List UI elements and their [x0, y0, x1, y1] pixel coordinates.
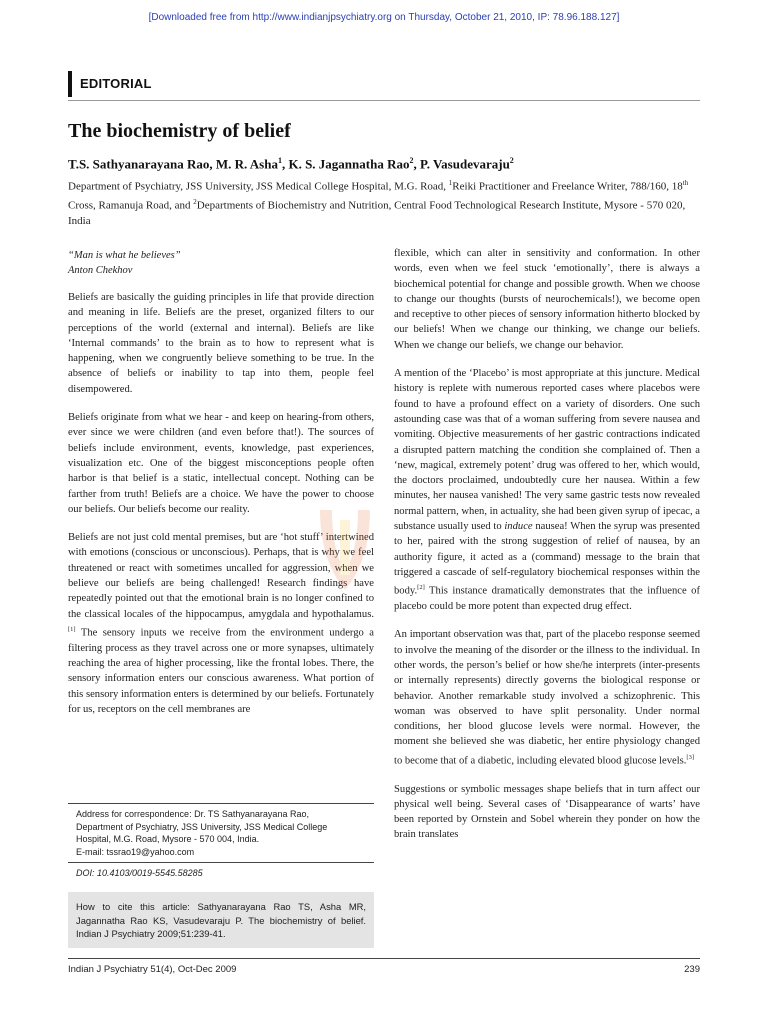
emphasis-text: induce	[504, 521, 533, 533]
footer-journal: Indian J Psychiatry 51(4), Oct-Dec 2009	[68, 964, 237, 975]
doi-divider	[68, 862, 374, 863]
affil-part-1: Department of Psychiatry, JSS University, JSS Medical College Hospital, M.G. Road,	[68, 180, 449, 193]
paragraph-text: Beliefs are not just cold mental premises, but are ‘hot stuff’ intertwined with emotions (conscious or unconscious). Perhaps, that is why we feel threatened or react with sometimes uncalled for aggression, when we believe our beliefs are being challenged! Research findings have repeatedly pointed out that the emotional brain is no longer confined to the classical locales of the hippocampus, amygdala and hypothalamus.	[68, 532, 374, 620]
reference-2-link[interactable]: [2]	[417, 584, 425, 592]
paragraph-text: The sensory inputs we receive from the environment undergo a filtering process as they travel across one or more synapses, ultimately reaching the area of higher processing, like the frontal lobes. There, the sensory information enters our conscious awareness. What portion of this sensory information enters is determined by our beliefs. Fortunately for us, receptors on the cell membranes are	[68, 627, 374, 715]
paragraph	[394, 627, 700, 768]
journal-watermark-logo	[300, 500, 390, 610]
author-3-affil-mark: 2	[509, 156, 514, 165]
correspondence-email[interactable]: E-mail: tssrao19@yahoo.com	[76, 846, 195, 857]
download-note: [Downloaded free from http://www.indianjpsychiatry.org on Thursday, October 21, 2010, IP: 78.96.188.127]	[148, 12, 620, 23]
paragraph-text: nausea! When the syrup was presented to her, paired with the strong suggestion of relief of nausea, by an authority figure, it acted as a (command) message to the brain that triggered a cascade of self-regulatory biochemical responses within the body.	[394, 521, 700, 597]
correspondence-line: Department of Psychiatry, JSS University, JSS Medical College	[76, 821, 328, 832]
paragraph: Suggestions or symbolic messages shape beliefs that in turn affect our physical well being. Several cases of ‘Disappearance of warts’ have been reported by Ornstein and Sobel wherein they ponder on how the brain translates	[394, 783, 700, 841]
epigraph-author: Anton Chekhov	[68, 265, 133, 276]
paragraph: flexible, which can alter in sensitivity and conformation. In other words, even when we feel stuck ‘emotionally’, there is always a biochemical potential for change and possible growth. When we choose to change our thoughts (bursts of neurochemicals!), we become open and receptive to other pieces of sensory information hitherto blocked by our beliefs! When we change our thinking, we change our beliefs. When we change our beliefs, we change our behavior.	[394, 248, 700, 351]
watermark-bar	[340, 520, 350, 575]
section-tag: EDITORIAL	[68, 71, 152, 97]
reference-1-link[interactable]: [1]	[68, 625, 76, 633]
correspondence-divider	[68, 803, 374, 804]
author-2-affil-mark: 2	[409, 156, 414, 165]
paragraph: Beliefs originate from what we hear - and keep on hearing-from others, ever since we were children (and even before that!). The sources of beliefs include environment, events, knowledge, past experiences, visualization etc. One of the biggest misconceptions people often harbor is that belief is a static, intellectual concept. Nothing can be farther from truth! Beliefs are a choice. We have the power to choose our beliefs. Our beliefs become our reality.	[68, 412, 374, 515]
article-title: The biochemistry of belief	[68, 120, 291, 142]
paragraph: Beliefs are basically the guiding principles in life that provide direction and meaning in life. Beliefs are the preset, organized filters to our perceptions of the world (external and internal). Beliefs are like ‘Internal commands’ to the brain as to how to represent what is happening, when we congruently believe something to be true. In the absence of beliefs or inability to tap into them, people feel disempowered.	[68, 292, 374, 395]
header-divider	[68, 100, 700, 101]
correspondence-line: Address for correspondence: Dr. TS Sathyanarayana Rao,	[76, 809, 309, 819]
correspondence-block	[76, 808, 374, 858]
doi-link[interactable]: DOI: 10.4103/0019-5545.58285	[76, 868, 203, 878]
author-3: , P. Vasudevaraju	[413, 156, 510, 172]
affil-mark-2: 2	[193, 198, 197, 207]
left-column	[68, 248, 374, 730]
affil-ordinal-th: th	[682, 179, 689, 187]
author-list	[68, 156, 708, 172]
paragraph-text: A mention of the ‘Placebo’ is most appropriate at this juncture. Medical history is replete with numerous reported cases where placebos were found to have a profound effect on a variety of disorders. One such astounding case was that of a woman suffering from severe nausea and vomiting. Objective measurements of her gastric contractions indicated a disrupted pattern matching the condition she complained of. Then a ‘new, magical, extremely potent’ drug was offered to her, which would, the doctors proclaimed, undoubtedly cure her nausea. Within a few minutes, her nausea vanished! The very same gastric tests now revealed normal pattern, when, in actuality, she had been given syrup of ipecac, a substance usually used to	[394, 368, 700, 533]
affiliations	[68, 176, 708, 230]
correspondence-line: Hospital, M.G. Road, Mysore - 570 004, India.	[76, 834, 260, 845]
author-1: T.S. Sathyanarayana Rao, M. R. Asha	[68, 156, 278, 172]
paragraph-text: This instance dramatically demonstrates that the influence of placebo could be more potent than expected drug effect.	[394, 585, 700, 613]
right-column	[394, 246, 700, 856]
affil-part-3: Cross, Ramanuja Road, and	[68, 199, 194, 212]
reference-3-link[interactable]: [3]	[686, 753, 695, 761]
epigraph	[68, 248, 374, 278]
affil-mark-1: 1	[448, 179, 453, 187]
affil-part-4: Departments of Biochemistry and Nutrition, Central Food Technological Research Institute, Mysore - 570 020, India	[68, 199, 686, 228]
paragraph-text: An important observation was that, part of the placebo response seemed to involve the meaning of the disorder or the illness to the individual. In other words, the person’s belief or how she/he interprets (inter-presents or internally represents) directly governs the biological response or behavior. Another remarkable study involved a schizophrenic. This woman was observed to have split personality. Under normal conditions, her blood glucose levels were normal. However, the moment she believed she was diabetic, her entire physiology changed to become that of a diabetic, including elevated blood glucose levels.	[394, 629, 700, 767]
footer-divider	[68, 958, 700, 959]
author-2: , K. S. Jagannatha Rao	[281, 156, 410, 172]
page-number: 239	[684, 964, 700, 975]
affil-part-2: Reiki Practitioner and Freelance Writer, 788/160, 18	[452, 180, 683, 193]
citation-box: How to cite this article: Sathyanarayana Rao TS, Asha MR, Jagannatha Rao KS, Vasudevaraju P. The biochemistry of belief. Indian J Psychiatry 2009;51:239-41.	[68, 892, 374, 948]
paragraph	[394, 366, 700, 614]
author-1-affil-mark: 1	[277, 156, 282, 165]
epigraph-text: “Man is what he believes”	[68, 250, 181, 261]
